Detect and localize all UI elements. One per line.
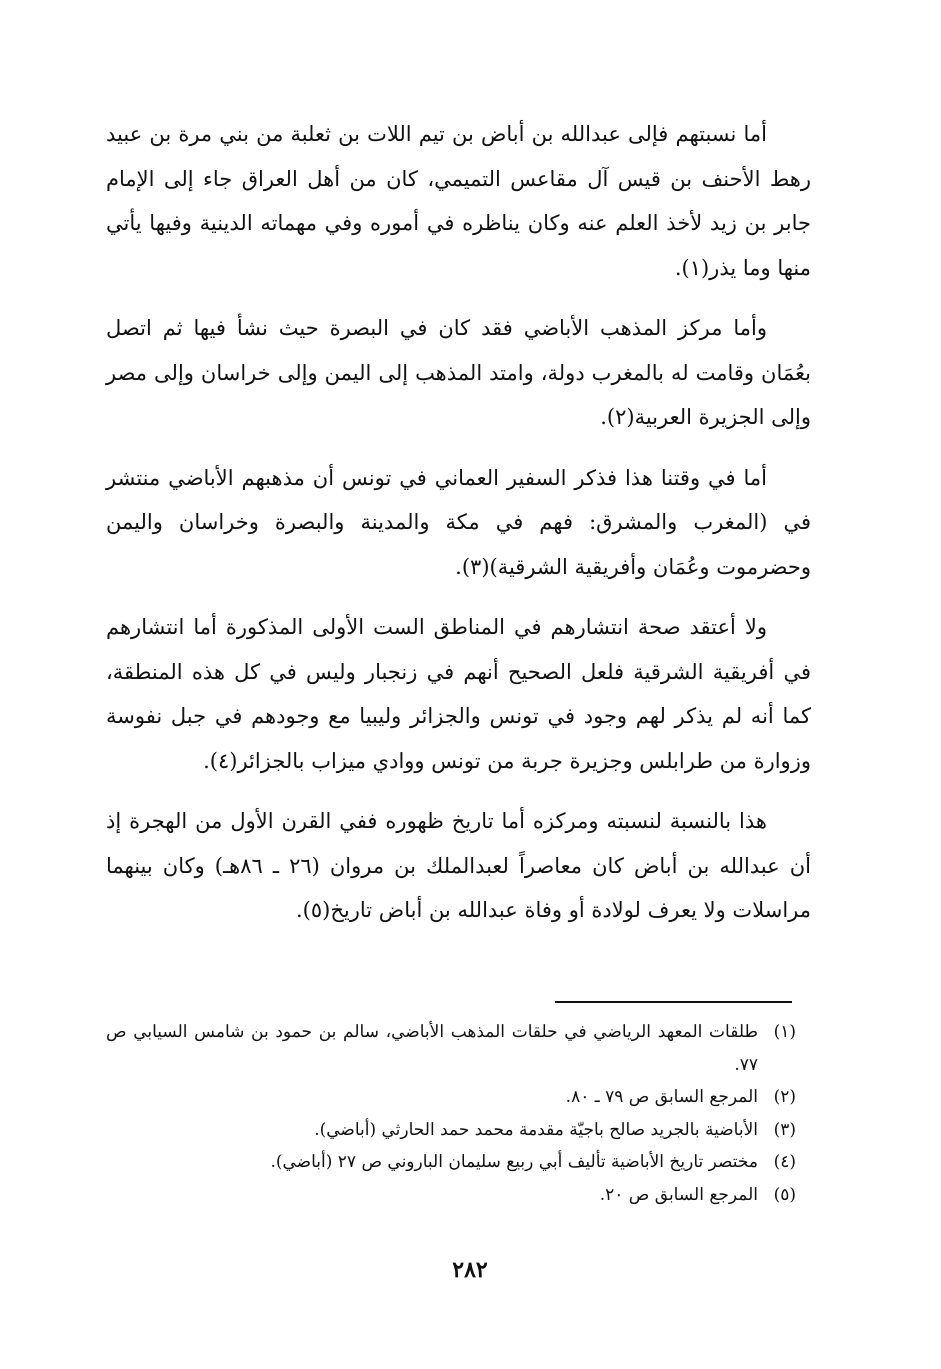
footnote-text: المرجع السابق ص ٧٩ ـ ٨٠. xyxy=(565,1087,758,1107)
footnote-text: الأباضية بالجريد صالح باجيّة مقدمة محمد حمد الحارثي (أباضي). xyxy=(314,1119,758,1140)
page-number: ٢٨٢ xyxy=(452,1257,488,1283)
footnote-text: مختصر تاريخ الأباضية تأليف أبي ربيع سليمان الباروني ص ٢٧ (أباضي). xyxy=(270,1152,758,1172)
paragraph-3: أما في وقتنا هذا فذكر السفير العماني في تونس أن مذهبهم الأباضي منتشر في (المغرب والمشرق: فهم في مكة والمدينة والبصرة وخراسان واليمن وحضرموت وعُمَان وأفريقية الشرقية)(٣). xyxy=(106,465,811,579)
footnote-text: المرجع السابق ص ٢٠. xyxy=(599,1184,758,1205)
footnote-number: (٣) xyxy=(773,1119,796,1140)
footnotes xyxy=(106,1016,796,1211)
paragraph-5: هذا بالنسبة لنسبته ومركزه أما تاريخ ظهوره ففي القرن الأول من الهجرة إذ أن عبدالله بن أباض كان معاصراً لعبدالملك بن مروان (٢٦ ـ ٨٦هـ) وكان بينهما مراسلات ولا يعرف لولادة أو وفاة عبدالله بن أباض تاريخ(٥). xyxy=(106,809,812,922)
footnote-4 xyxy=(106,1146,796,1179)
footnote-number: (٢) xyxy=(773,1087,796,1107)
footnote-number: (١) xyxy=(773,1022,796,1042)
paragraph-1: أما نسبتهم فإلى عبدالله بن أباض بن تيم اللات بن ثعلبة من بني مرة بن عبيد رهط الأحنف بن قيس آل مقاعس التميمي، كان من أهل العراق جاء إلى الإمام جابر بن زيد لأخذ العلم عنه وكان يناظره في أموره وفي مهماته الدينية وفيها يأتي منها وما يذر(١). xyxy=(106,122,811,280)
footnote-1 xyxy=(106,1016,796,1081)
footnote-5 xyxy=(106,1179,796,1212)
paragraph-4: ولا أعتقد صحة انتشارهم في المناطق الست الأولى المذكورة أما انتشارهم في أفريقية الشرقية فلعل الصحيح أنهم في زنجبار وليس في كل هذه المنطقة، كما أنه لم يذكر لهم وجود في تونس والجزائر وليبيا مع وجودهم في جبل نفوسة وزوارة من طرابلس وجزيرة جربة من تونس ووادي ميزاب بالجزائر(٤). xyxy=(106,615,811,773)
footnote-separator xyxy=(555,1001,792,1003)
main-text xyxy=(106,112,811,933)
footnote-number: (٥) xyxy=(773,1184,796,1205)
footnote-text: طلقات المعهد الرياضي في حلقات المذهب الأباضي، سالم بن حمود بن شامس السيابي ص ٧٧. xyxy=(106,1022,758,1075)
footnote-2 xyxy=(106,1081,796,1114)
footnote-number: (٤) xyxy=(773,1152,796,1172)
paragraph-2: وأما مركز المذهب الأباضي فقد كان في البصرة حيث نشأ فيها ثم اتصل بعُمَان وقامت له بالمغرب دولة، وامتد المذهب إلى اليمن وإلى خراسان وإلى مصر وإلى الجزيرة العربية(٢). xyxy=(106,316,811,429)
footnote-3 xyxy=(106,1114,796,1147)
